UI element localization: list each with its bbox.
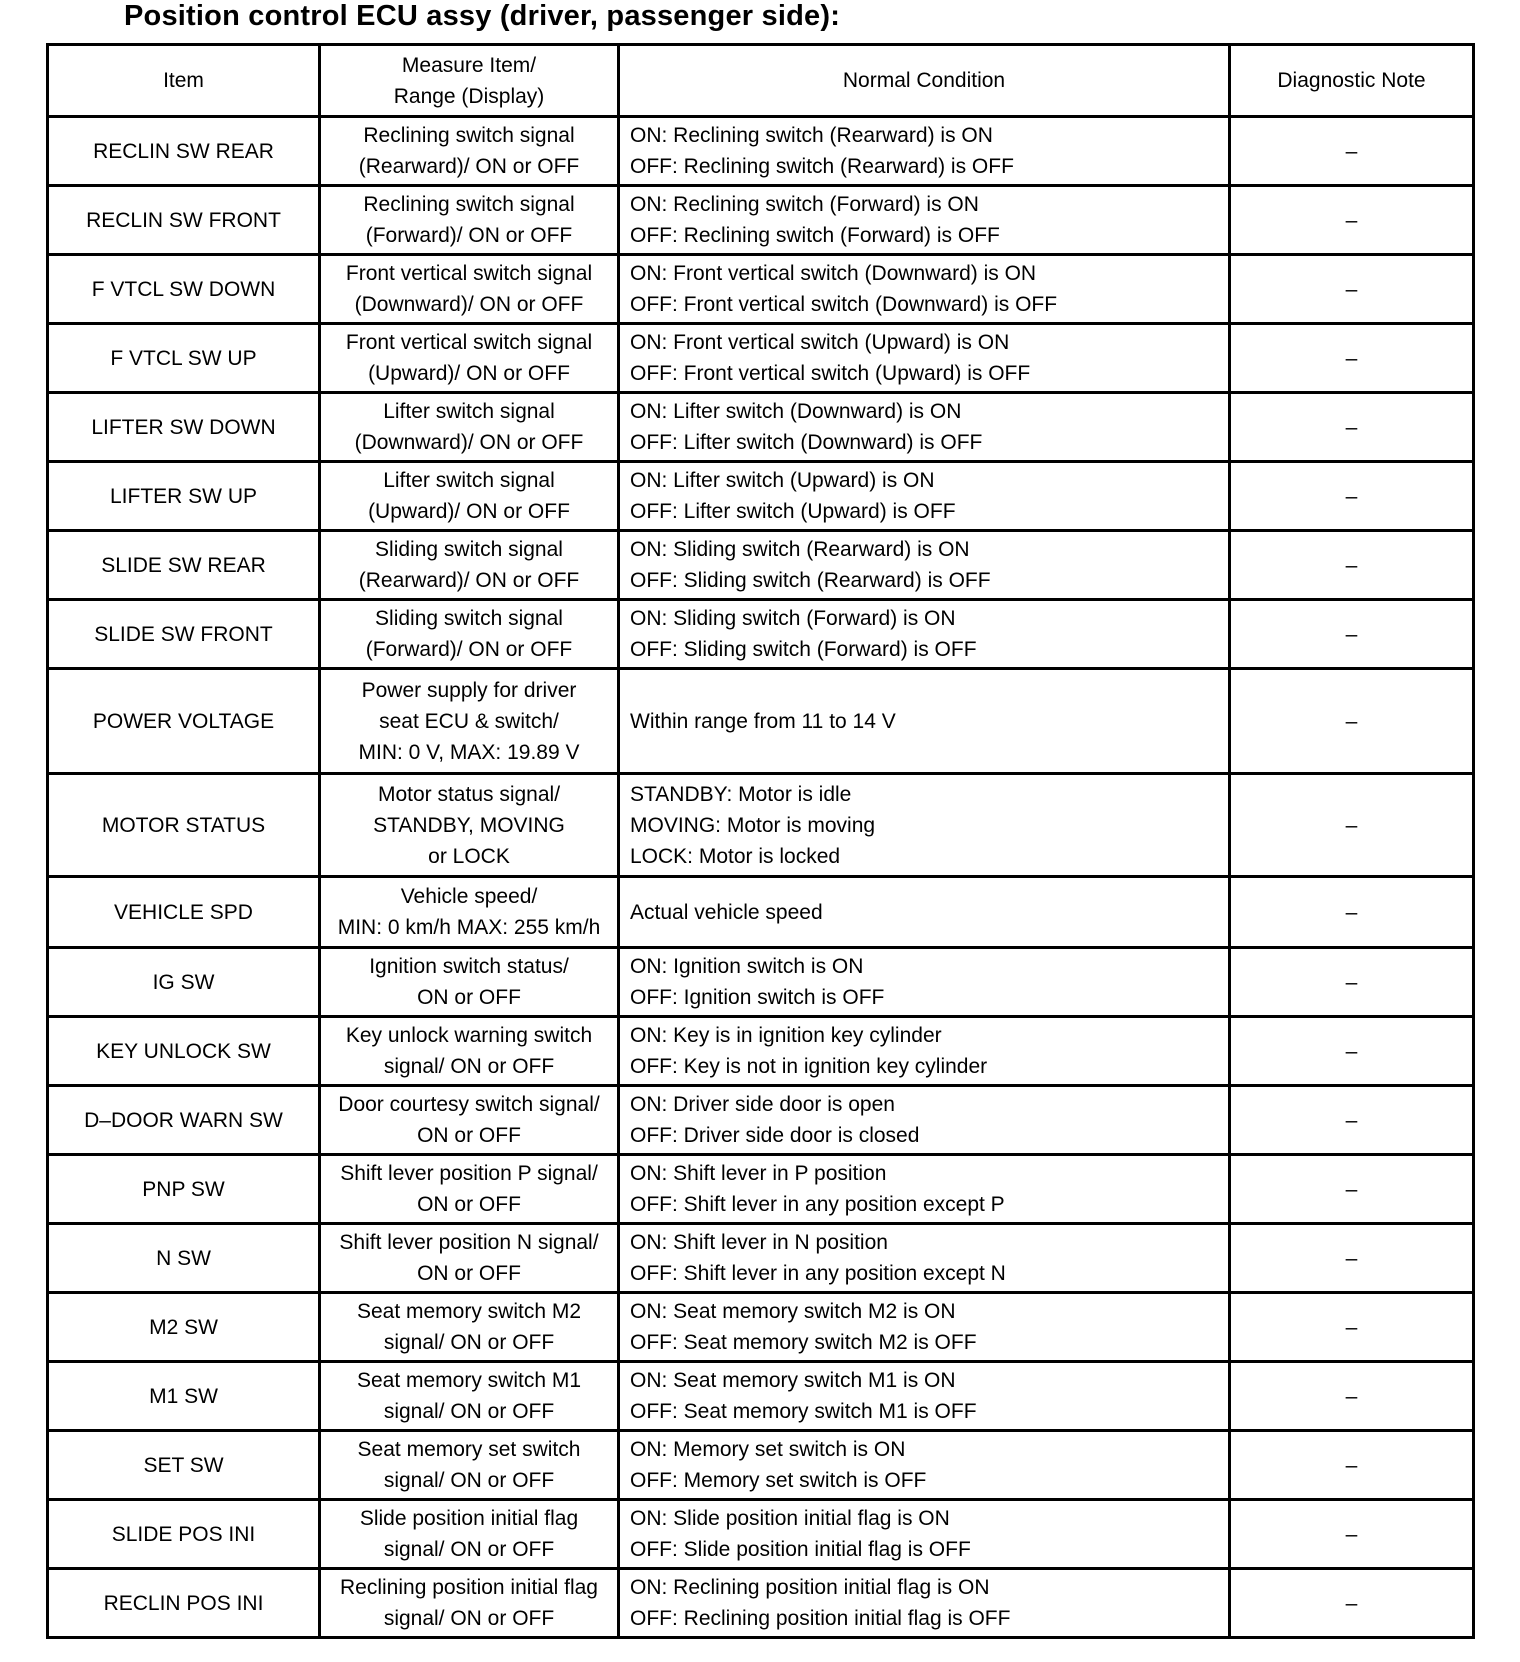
normal-condition-line: MOVING: Motor is moving	[630, 813, 876, 837]
cell-diagnostic-note: –	[1230, 1224, 1474, 1293]
normal-condition-line: ON: Sliding switch (Forward) is ON	[630, 607, 956, 630]
cell-measure-range	[320, 1293, 619, 1362]
measure-line: MIN: 0 km/h MAX: 255 km/h	[337, 916, 601, 939]
cell-item: RECLIN SW FRONT	[48, 186, 320, 255]
measure-line: (Upward)/ ON or OFF	[368, 362, 570, 385]
page-title: Position control ECU assy (driver, passenger side):	[124, 0, 841, 32]
cell-measure-range	[320, 186, 619, 255]
cell-normal-condition	[619, 669, 1230, 774]
measure-line: Vehicle speed/	[400, 885, 538, 908]
measure-line: (Rearward)/ ON or OFF	[358, 155, 580, 178]
cell-item: M1 SW	[48, 1362, 320, 1431]
cell-measure-range	[320, 1086, 619, 1155]
normal-condition-line: OFF: Reclining switch (Forward) is OFF	[630, 224, 1000, 247]
cell-diagnostic-note: –	[1230, 1293, 1474, 1362]
measure-line: Reclining switch signal	[363, 124, 575, 147]
measure-line: (Forward)/ ON or OFF	[365, 224, 573, 247]
normal-condition-line: ON: Key is in ignition key cylinder	[630, 1024, 942, 1047]
cell-diagnostic-note: –	[1230, 186, 1474, 255]
normal-condition-line: OFF: Memory set switch is OFF	[630, 1469, 927, 1492]
cell-measure-range	[320, 393, 619, 462]
cell-measure-range	[320, 1017, 619, 1086]
table-row	[48, 531, 1474, 600]
table-row	[48, 774, 1474, 877]
measure-line: Seat memory set switch	[357, 1438, 581, 1461]
cell-measure-range	[320, 877, 619, 948]
cell-item: PNP SW	[48, 1155, 320, 1224]
cell-measure-range	[320, 774, 619, 877]
normal-condition-line: ON: Lifter switch (Downward) is ON	[630, 400, 962, 423]
cell-normal-condition	[619, 1224, 1230, 1293]
measure-line: signal/ ON or OFF	[383, 1400, 555, 1423]
table-row	[48, 877, 1474, 948]
cell-item: LIFTER SW DOWN	[48, 393, 320, 462]
cell-measure-range	[320, 117, 619, 186]
normal-condition-line: ON: Front vertical switch (Upward) is ON	[630, 331, 1010, 354]
table-row	[48, 1500, 1474, 1569]
header-diagnostic-note: Diagnostic Note	[1230, 45, 1474, 117]
measure-line: STANDBY, MOVING	[373, 813, 565, 837]
table-row	[48, 324, 1474, 393]
cell-measure-range	[320, 462, 619, 531]
measure-line: seat ECU & switch/	[379, 709, 559, 733]
table-row	[48, 1086, 1474, 1155]
measure-line: (Rearward)/ ON or OFF	[358, 569, 580, 592]
normal-condition-line: OFF: Lifter switch (Upward) is OFF	[630, 500, 956, 523]
normal-condition-line: ON: Reclining position initial flag is ON	[630, 1576, 990, 1599]
cell-measure-range	[320, 255, 619, 324]
cell-diagnostic-note: –	[1230, 877, 1474, 948]
measure-line: or LOCK	[428, 844, 510, 868]
measure-line: (Upward)/ ON or OFF	[368, 500, 570, 523]
cell-diagnostic-note: –	[1230, 393, 1474, 462]
measure-line: ON or OFF	[417, 1193, 521, 1216]
measure-line: ON or OFF	[417, 1262, 521, 1285]
normal-condition-line: ON: Shift lever in N position	[630, 1231, 888, 1254]
measure-line: signal/ ON or OFF	[383, 1055, 555, 1078]
normal-condition-line: ON: Seat memory switch M2 is ON	[630, 1300, 956, 1323]
measure-line: Sliding switch signal	[375, 538, 563, 561]
cell-item: SLIDE POS INI	[48, 1500, 320, 1569]
normal-condition-line: OFF: Reclining position initial flag is OFF	[630, 1607, 1011, 1630]
cell-normal-condition	[619, 1431, 1230, 1500]
measure-line: Power supply for driver	[361, 678, 577, 702]
cell-normal-condition	[619, 774, 1230, 877]
normal-condition-line: ON: Shift lever in P position	[630, 1162, 887, 1185]
cell-diagnostic-note: –	[1230, 1155, 1474, 1224]
cell-normal-condition	[619, 948, 1230, 1017]
cell-normal-condition	[619, 255, 1230, 324]
cell-measure-range	[320, 1569, 619, 1638]
cell-measure-range	[320, 600, 619, 669]
normal-condition-line: OFF: Driver side door is closed	[630, 1124, 920, 1147]
cell-diagnostic-note: –	[1230, 1086, 1474, 1155]
cell-measure-range	[320, 1155, 619, 1224]
cell-measure-range	[320, 531, 619, 600]
cell-measure-range	[320, 948, 619, 1017]
cell-item: SLIDE SW FRONT	[48, 600, 320, 669]
table-row	[48, 1431, 1474, 1500]
normal-condition-line: OFF: Ignition switch is OFF	[630, 986, 885, 1009]
measure-line: signal/ ON or OFF	[383, 1538, 555, 1561]
cell-diagnostic-note: –	[1230, 1569, 1474, 1638]
table-row	[48, 669, 1474, 774]
table-row	[48, 255, 1474, 324]
cell-measure-range	[320, 324, 619, 393]
measure-line: Lifter switch signal	[383, 469, 555, 492]
table-row	[48, 117, 1474, 186]
normal-condition-line: OFF: Front vertical switch (Upward) is OFF	[630, 362, 1031, 385]
cell-normal-condition	[619, 117, 1230, 186]
cell-measure-range	[320, 1431, 619, 1500]
measure-line: (Downward)/ ON or OFF	[354, 431, 584, 454]
cell-measure-range	[320, 1500, 619, 1569]
normal-condition-line: OFF: Lifter switch (Downward) is OFF	[630, 431, 983, 454]
cell-diagnostic-note: –	[1230, 600, 1474, 669]
cell-item: KEY UNLOCK SW	[48, 1017, 320, 1086]
measure-line: Ignition switch status/	[369, 955, 569, 978]
normal-condition-line: ON: Reclining switch (Forward) is ON	[630, 193, 979, 216]
measure-line: ON or OFF	[417, 986, 521, 1009]
measure-line: (Forward)/ ON or OFF	[365, 638, 573, 661]
measure-line: Shift lever position P signal/	[340, 1162, 598, 1185]
cell-item: MOTOR STATUS	[48, 774, 320, 877]
normal-condition-line: OFF: Front vertical switch (Downward) is OFF	[630, 293, 1058, 316]
cell-normal-condition	[619, 1293, 1230, 1362]
cell-item: VEHICLE SPD	[48, 877, 320, 948]
normal-condition-line: OFF: Seat memory switch M2 is OFF	[630, 1331, 977, 1354]
measure-line: Seat memory switch M2	[356, 1300, 582, 1323]
normal-condition-line: LOCK: Motor is locked	[630, 844, 841, 868]
table-row	[48, 462, 1474, 531]
normal-condition-line: ON: Sliding switch (Rearward) is ON	[630, 538, 970, 561]
header-measure-line-2: Range (Display)	[393, 84, 545, 108]
measure-line: Reclining switch signal	[363, 193, 575, 216]
table-row	[48, 1569, 1474, 1638]
cell-normal-condition	[619, 531, 1230, 600]
normal-condition-line: OFF: Reclining switch (Rearward) is OFF	[630, 155, 1014, 178]
cell-diagnostic-note: –	[1230, 324, 1474, 393]
normal-condition-line: ON: Front vertical switch (Downward) is ON	[630, 262, 1037, 285]
table-row	[48, 1017, 1474, 1086]
normal-condition-line: OFF: Slide position initial flag is OFF	[630, 1538, 971, 1561]
cell-normal-condition	[619, 1362, 1230, 1431]
measure-line: MIN: 0 V, MAX: 19.89 V	[358, 740, 580, 764]
cell-normal-condition	[619, 1155, 1230, 1224]
cell-normal-condition	[619, 877, 1230, 948]
table-row	[48, 393, 1474, 462]
header-measure-line-1: Measure Item/	[401, 53, 537, 77]
cell-measure-range	[320, 1224, 619, 1293]
cell-item: SET SW	[48, 1431, 320, 1500]
measure-line: Front vertical switch signal	[345, 262, 593, 285]
normal-condition-line: ON: Reclining switch (Rearward) is ON	[630, 124, 993, 147]
normal-condition-line: ON: Ignition switch is ON	[630, 955, 864, 978]
measure-line: Shift lever position N signal/	[339, 1231, 599, 1254]
cell-item: SLIDE SW REAR	[48, 531, 320, 600]
normal-condition-line: OFF: Sliding switch (Forward) is OFF	[630, 638, 977, 661]
measure-line: Slide position initial flag	[359, 1507, 579, 1530]
table-row	[48, 948, 1474, 1017]
measure-line: Motor status signal/	[377, 782, 561, 806]
cell-item: POWER VOLTAGE	[48, 669, 320, 774]
cell-item: F VTCL SW DOWN	[48, 255, 320, 324]
normal-condition-line: OFF: Shift lever in any position except N	[630, 1262, 1006, 1285]
data-monitor-table	[46, 43, 1475, 1639]
cell-item: IG SW	[48, 948, 320, 1017]
normal-condition-line: ON: Memory set switch is ON	[630, 1438, 906, 1461]
cell-normal-condition	[619, 1017, 1230, 1086]
measure-line: Sliding switch signal	[375, 607, 563, 630]
measure-line: signal/ ON or OFF	[383, 1331, 555, 1354]
cell-diagnostic-note: –	[1230, 1017, 1474, 1086]
header-measure-item	[320, 45, 619, 117]
table-row	[48, 1362, 1474, 1431]
measure-line: Door courtesy switch signal/	[338, 1093, 600, 1116]
cell-diagnostic-note: –	[1230, 117, 1474, 186]
normal-condition-line: ON: Slide position initial flag is ON	[630, 1507, 950, 1530]
cell-diagnostic-note: –	[1230, 774, 1474, 877]
cell-measure-range	[320, 669, 619, 774]
cell-item: LIFTER SW UP	[48, 462, 320, 531]
normal-condition-line: OFF: Key is not in ignition key cylinder	[630, 1055, 988, 1078]
cell-normal-condition	[619, 1500, 1230, 1569]
cell-normal-condition	[619, 1086, 1230, 1155]
cell-normal-condition	[619, 1569, 1230, 1638]
cell-diagnostic-note: –	[1230, 1431, 1474, 1500]
table-row	[48, 1155, 1474, 1224]
measure-line: Front vertical switch signal	[345, 331, 593, 354]
cell-diagnostic-note: –	[1230, 531, 1474, 600]
cell-measure-range	[320, 1362, 619, 1431]
cell-item: D–DOOR WARN SW	[48, 1086, 320, 1155]
normal-condition-line: OFF: Shift lever in any position except P	[630, 1193, 1005, 1216]
cell-normal-condition	[619, 600, 1230, 669]
measure-line: signal/ ON or OFF	[383, 1607, 555, 1630]
table-body	[48, 117, 1474, 1638]
cell-normal-condition	[619, 324, 1230, 393]
measure-line: signal/ ON or OFF	[383, 1469, 555, 1492]
table-row	[48, 1224, 1474, 1293]
header-row	[48, 45, 1474, 117]
cell-item: N SW	[48, 1224, 320, 1293]
cell-diagnostic-note: –	[1230, 1362, 1474, 1431]
normal-condition-line: OFF: Sliding switch (Rearward) is OFF	[630, 569, 991, 592]
normal-condition-line: OFF: Seat memory switch M1 is OFF	[630, 1400, 977, 1423]
cell-normal-condition	[619, 393, 1230, 462]
normal-condition-line: ON: Driver side door is open	[630, 1093, 895, 1116]
table-row	[48, 1293, 1474, 1362]
measure-line: Lifter switch signal	[383, 400, 555, 423]
table-row	[48, 186, 1474, 255]
cell-item: M2 SW	[48, 1293, 320, 1362]
cell-diagnostic-note: –	[1230, 948, 1474, 1017]
header-item: Item	[48, 45, 320, 117]
measure-line: Reclining position initial flag	[340, 1576, 598, 1599]
cell-item: RECLIN POS INI	[48, 1569, 320, 1638]
cell-normal-condition	[619, 186, 1230, 255]
measure-line: Seat memory switch M1	[356, 1369, 582, 1392]
cell-normal-condition	[619, 462, 1230, 531]
table-row	[48, 600, 1474, 669]
normal-condition-line: Actual vehicle speed	[630, 900, 823, 924]
measure-line: ON or OFF	[417, 1124, 521, 1147]
cell-item: RECLIN SW REAR	[48, 117, 320, 186]
measure-line: Key unlock warning switch	[345, 1024, 593, 1047]
cell-diagnostic-note: –	[1230, 1500, 1474, 1569]
cell-diagnostic-note: –	[1230, 462, 1474, 531]
normal-condition-line: Within range from 11 to 14 V	[630, 709, 896, 733]
normal-condition-line: ON: Lifter switch (Upward) is ON	[630, 469, 935, 492]
measure-line: (Downward)/ ON or OFF	[354, 293, 584, 316]
normal-condition-line: ON: Seat memory switch M1 is ON	[630, 1369, 956, 1392]
cell-item: F VTCL SW UP	[48, 324, 320, 393]
cell-diagnostic-note: –	[1230, 669, 1474, 774]
cell-diagnostic-note: –	[1230, 255, 1474, 324]
header-normal-condition: Normal Condition	[619, 45, 1230, 117]
normal-condition-line: STANDBY: Motor is idle	[630, 782, 852, 806]
